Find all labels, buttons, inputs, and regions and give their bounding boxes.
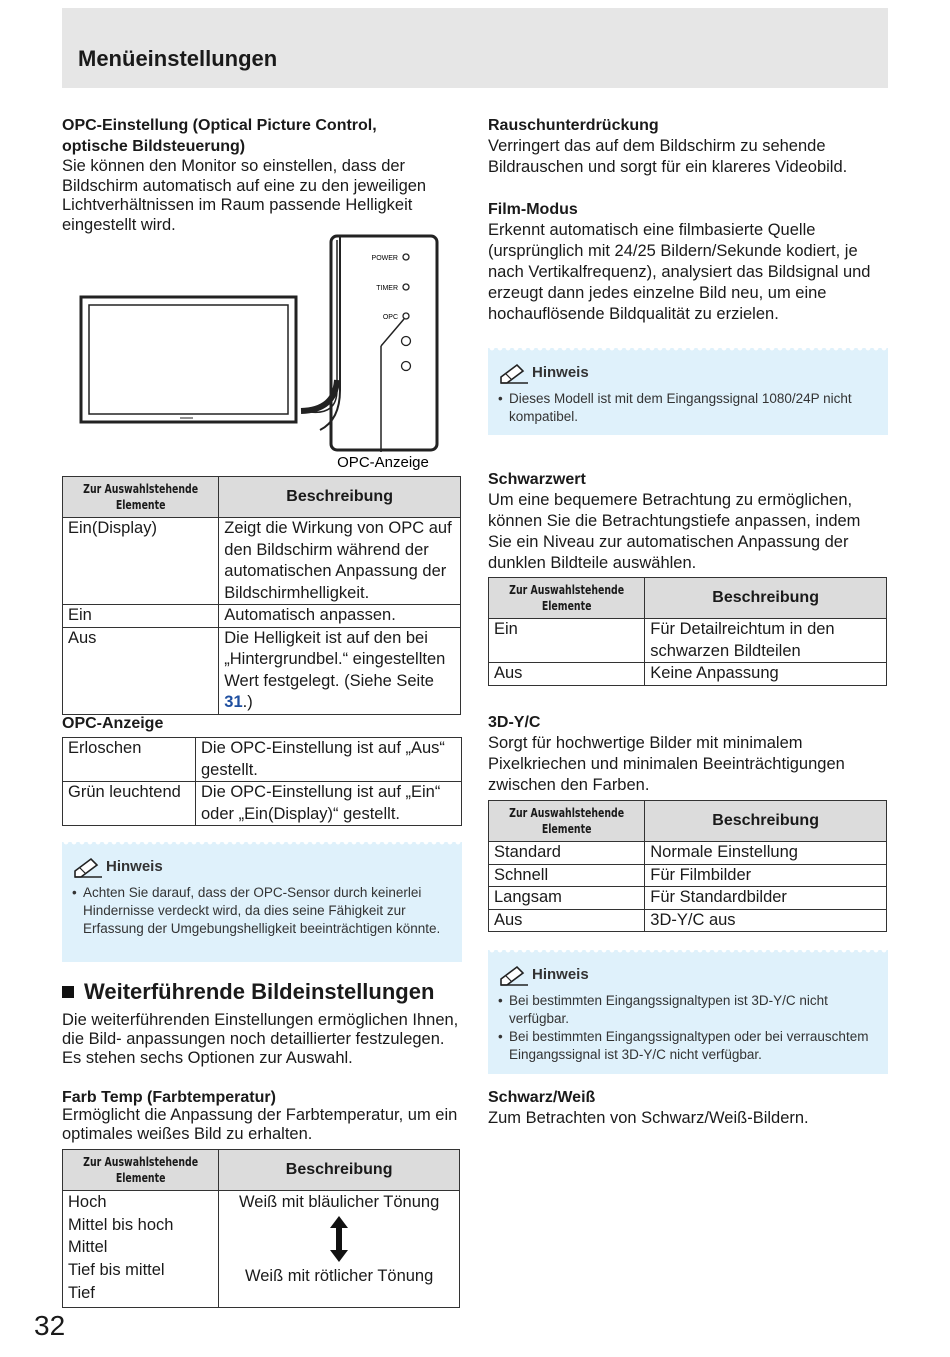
sw-section [488,1087,888,1129]
sw-title: Schwarz/Weiß [488,1089,596,1106]
table-cell: Automatisch anpassen. [219,605,461,628]
table-cell: Für Standardbilder [645,887,887,910]
note-box [488,950,888,1074]
table-cell: Aus [489,663,645,686]
note-title: Hinweis [72,856,452,878]
note-box [62,842,462,962]
schwarzwert-table [488,577,887,686]
table-cell: Die OPC-Einstellung ist auf „Ein“ oder „Ein(Display)“ gestellt. [196,782,462,826]
table-cell: Die Helligkeit ist auf den bei „Hintergrundbel.“ eingestellten Wert festgelegt. (Siehe Seite 31.) [219,627,461,714]
square-bullet-icon [62,986,74,998]
table-header-col1: Zur Auswahlstehende Elemente [489,801,645,842]
film-text: Erkennt automatisch eine filmbasierte Quelle (ursprünglich mit 24/25 Bildern/Sekunde kodiert, je nach Vertikalfrequenz), analysiert das Bildsignal und erzeugt dann jedes einzelne Bild neu, um eine hochauflösende Bildqualität zu erzielen. [488,221,871,323]
table-cell: Zeigt die Wirkung von OPC auf den Bildschirm während der automatischen Anpassung der Bildschirmhelligkeit. [219,518,461,605]
note-item: • Dieses Modell ist mit dem Eingangssignal 1080/24P nicht kompatibel. [498,390,878,426]
pencil-icon [72,856,104,878]
table-cell: Für Detailreichtum in den schwarzen Bildteilen [645,619,887,663]
dyc-text: Sorgt für hochwertige Bilder mit minimalem Pixelkriechen und minimalen Beeinträchtigungen zwischen den Farben. [488,734,845,794]
table-cell: Hoch Mittel bis hoch Mittel Tief bis mittel Tief [63,1191,219,1308]
table-cell: Grün leuchtend [63,782,196,826]
rauschen-title: Rauschunterdrückung [488,117,659,134]
pencil-icon [498,362,530,384]
table-header-col1: Zur Auswahlstehende Elemente [489,578,645,619]
page-link[interactable]: 31 [224,693,243,711]
advanced-section-title: Weiterführende Bildeinstellungen [62,979,434,1005]
table-header-col2: Beschreibung [219,1150,460,1191]
opc-label: OPC [382,314,398,321]
table-cell: Erloschen [63,738,196,782]
table-header-col2: Beschreibung [645,801,887,842]
rauschen-text: Verringert das auf dem Bildschirm zu sehende Bildrauschen und sorgt für ein klareres Videobild. [488,137,848,176]
pencil-icon [498,964,530,986]
dyc-title: 3D-Y/C [488,714,541,731]
rauschen-section [488,115,888,178]
table-header-col1: Zur Auswahlstehende Elemente [63,1150,219,1191]
timer-label: TIMER [376,285,398,292]
schwarzwert-text: Um eine bequemere Betrachtung zu ermöglichen, können Sie die Betrachtungstiefe anpassen, indem Sie ein Niveau zur automatischen Anpassung der dunklen Bildteile auswählen. [488,491,861,572]
film-title: Film-Modus [488,201,578,218]
table-cell: Standard [489,842,645,865]
note-item: • Bei bestimmten Eingangssignaltypen oder bei verrauschtem Eingangssignal ist 3D-Y/C nicht verfügbar. [498,1028,878,1064]
table-cell: Aus [489,909,645,932]
note-item: • Bei bestimmten Eingangssignaltypen ist 3D-Y/C nicht verfügbar. [498,992,878,1028]
monitor-illustration [75,230,445,475]
note-title: Hinweis [498,964,878,986]
opc-table [62,476,461,715]
power-label: POWER [371,255,398,262]
opc-anzeige-caption: OPC-Anzeige [337,454,429,471]
table-cell: Für Filmbilder [645,864,887,887]
table-header-col2: Beschreibung [219,477,461,518]
page-number: 32 [34,1310,66,1341]
sw-text: Zum Betrachten von Schwarz/Weiß-Bildern. [488,1109,809,1127]
film-section [488,199,888,325]
table-cell: Ein [489,619,645,663]
farbtemp-text: Ermöglicht die Anpassung der Farbtemperatur, um ein optimales weißes Bild zu erhalten. [62,1106,458,1143]
dyc-section [488,712,888,796]
table-cell: Aus [63,627,219,714]
opc-anzeige-title: OPC-Anzeige [62,715,164,732]
advanced-text: Die weiterführenden Einstellungen ermöglichen Ihnen, die Bild- anpassungen noch detaillierter festzulegen. Es stehen sechs Optionen zur Auswahl. [62,1011,459,1067]
header-bar [62,8,888,88]
farbtemp-title: Farb Temp (Farbtemperatur) [62,1089,276,1106]
page-title: Menüeinstellungen [78,46,278,71]
table-cell: Schnell [489,864,645,887]
note-title: Hinweis [498,362,878,384]
table-cell: Die OPC-Einstellung ist auf „Aus“ gestellt. [196,738,462,782]
dyc-table [488,800,887,932]
farbtemp-table [62,1149,460,1308]
table-cell: Ein [63,605,219,628]
opc-section [62,115,462,235]
table-cell: 3D-Y/C aus [645,909,887,932]
opc-anzeige-table [62,737,462,826]
table-cell: Ein(Display) [63,518,219,605]
table-cell: Normale Einstellung [645,842,887,865]
table-cell: Langsam [489,887,645,910]
double-arrow-icon [329,1216,349,1262]
table-header-col2: Beschreibung [645,578,887,619]
schwarzwert-title: Schwarzwert [488,471,586,488]
opc-text: Sie können den Monitor so einstellen, dass der Bildschirm automatisch auf eine zu den jeweiligen Lichtverhältnissen im Raum passende Helligkeit eingestellt wird. [62,157,427,234]
note-box [488,348,888,435]
table-header-col1: Zur Auswahlstehende Elemente [63,477,219,518]
table-cell: Keine Anpassung [645,663,887,686]
note-item: • Achten Sie darauf, dass der OPC-Sensor durch keinerlei Hindernisse verdeckt wird, da dies seine Fähigkeit zur Erfassung der Umgebungshelligkeit beeinträchtigen könnte. [72,884,452,938]
table-cell: Weiß mit bläulicher Tönung Weiß mit rötlicher Tönung [219,1191,460,1308]
schwarzwert-section [488,469,888,574]
opc-title-line1: OPC-Einstellung (Optical Picture Control, [62,117,377,134]
opc-title-line2: optische Bildsteuerung) [62,138,246,155]
